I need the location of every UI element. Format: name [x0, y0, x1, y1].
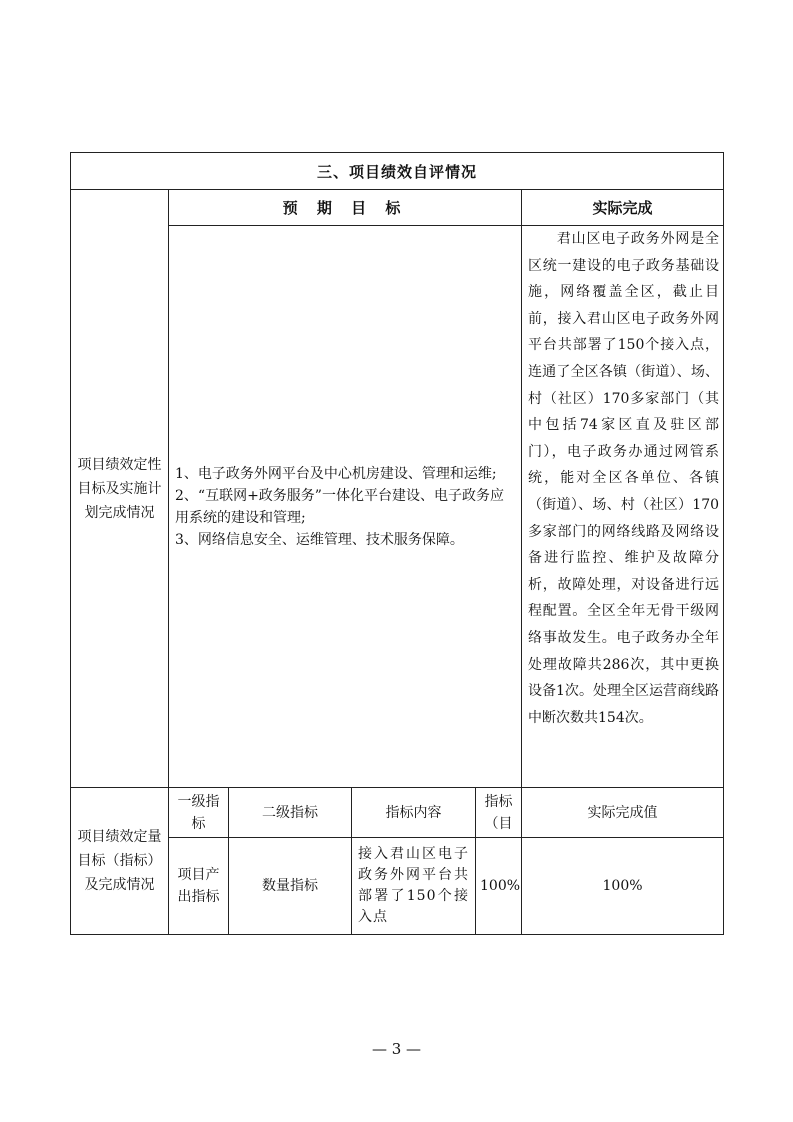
row-level2: 数量指标	[229, 838, 352, 935]
row-target: 100%	[476, 838, 522, 935]
row-level1: 项目产出指标	[169, 838, 229, 935]
section-title: 三、项目绩效自评情况	[71, 153, 724, 190]
actual-completion-text: 君山区电子政务外网是全区统一建设的电子政务基础设施，网络覆盖全区，截止目前，接入君山区电子政务外网平台共部署了150个接入点，连通了全区各镇（街道）、场、村（社区）170多家部门（其中包括74家区直及驻区部门），电子政务办通过网管系统，能对全区各单位、各镇（街道）、场、村（社区）170多家部门的网络线路及网络设备进行监控、维护及故障分析，故障处理，对设备进行远程配置。全区全年无骨干级网络事故发生。电子政务办全年处理故障共286次，其中更换设备1次。处理全区运营商线路中断次数共154次。	[528, 231, 720, 726]
col-target-header: 指标（目	[476, 788, 522, 838]
actual-completion-header: 实际完成	[522, 190, 724, 226]
expected-goals-cell	[169, 226, 522, 788]
col-level1-header: 一级指标	[169, 788, 229, 838]
qualitative-label: 项目绩效定性目标及实施计划完成情况	[71, 190, 169, 788]
row-actual-value: 100%	[522, 838, 724, 935]
row-content: 接入君山区电子政务外网平台共部署了150个接入点	[352, 838, 476, 935]
expected-goal-header: 预 期 目 标	[169, 190, 522, 226]
performance-table	[70, 152, 724, 935]
page-number: — 3 —	[371, 1040, 422, 1058]
evaluation-sheet	[70, 152, 723, 935]
col-actual-value-header: 实际完成值	[522, 788, 724, 838]
goal-item: 2、“互联网+政务服务”一体化平台建设、电子政务应用系统的建设和管理;	[175, 487, 504, 526]
goal-item: 1、电子政务外网平台及中心机房建设、管理和运维;	[175, 465, 497, 482]
goal-item: 3、网络信息安全、运维管理、技术服务保障。	[175, 531, 464, 548]
col-content-header: 指标内容	[352, 788, 476, 838]
actual-completion-cell	[522, 226, 724, 788]
col-level2-header: 二级指标	[229, 788, 352, 838]
quantitative-label: 项目绩效定量目标（指标）及完成情况	[71, 788, 169, 935]
